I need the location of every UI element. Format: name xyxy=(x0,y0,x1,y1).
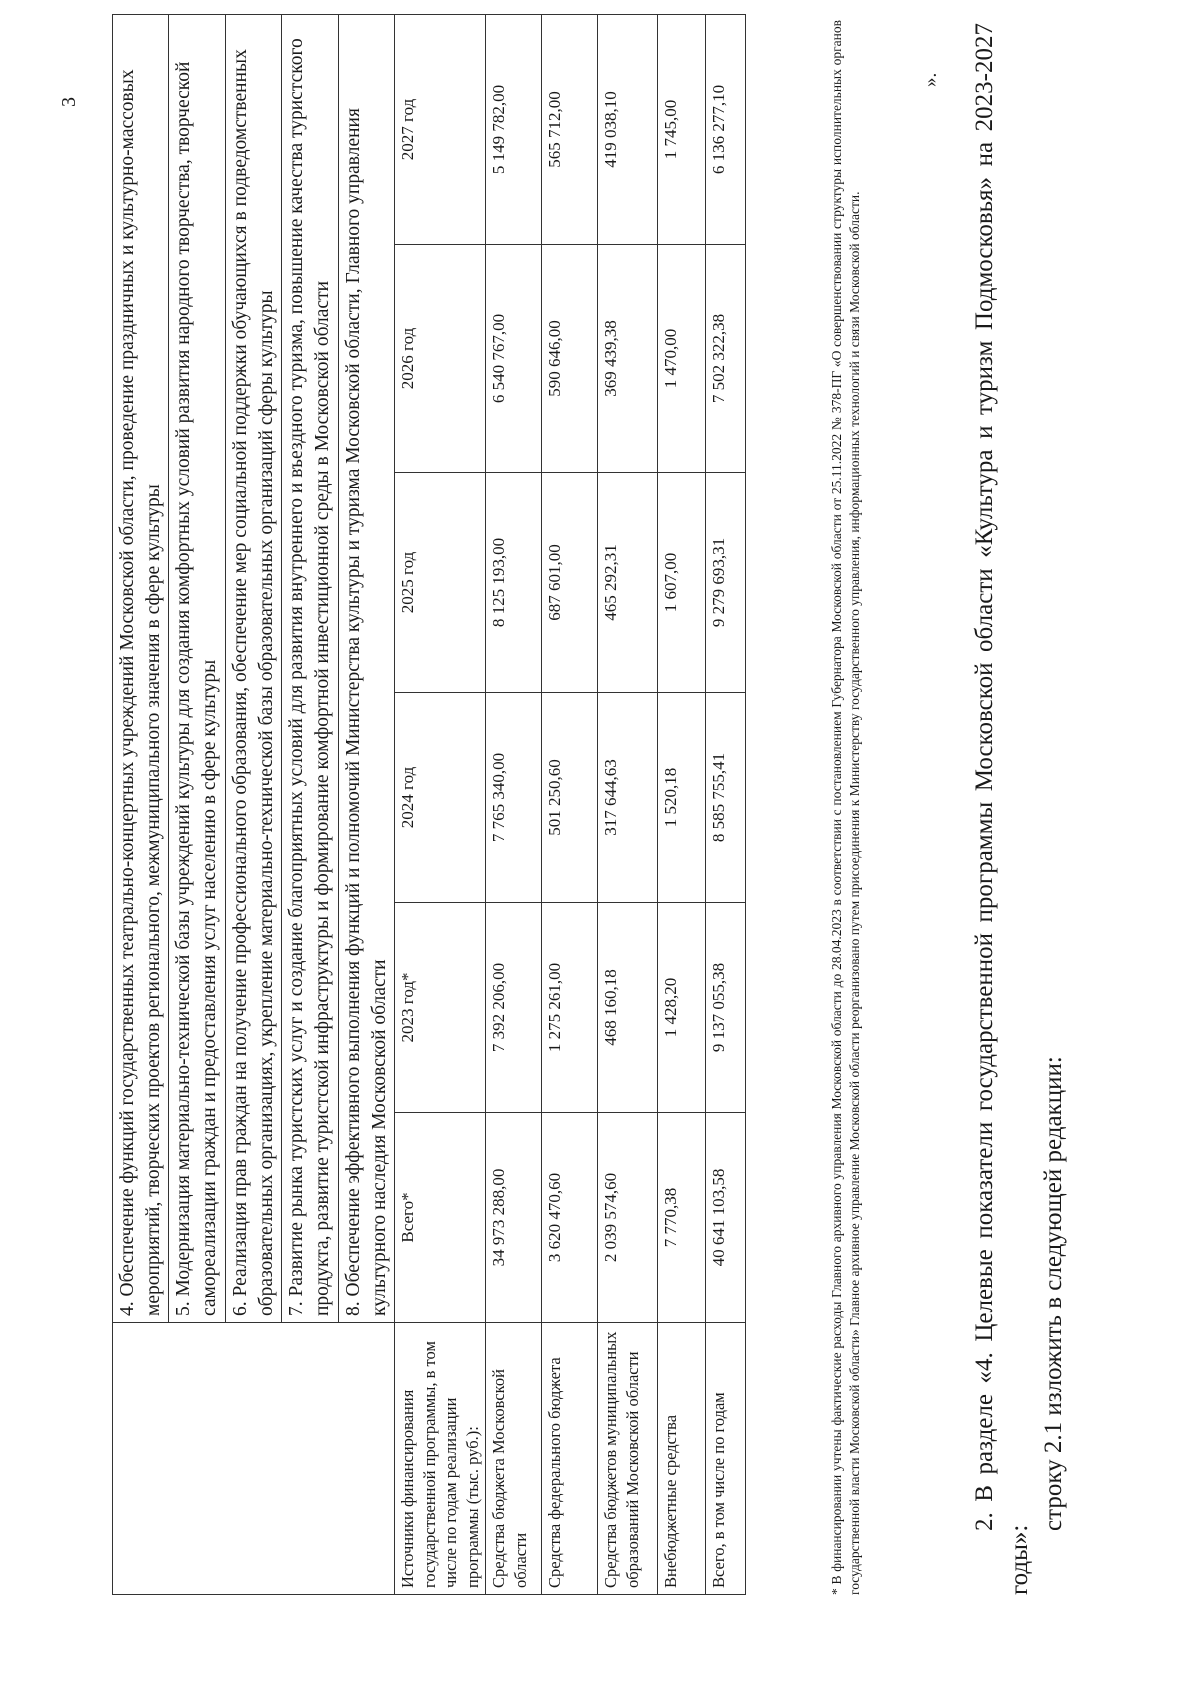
value-cell: 1 607,00 xyxy=(658,473,706,693)
value-cell: 2 039 574,60 xyxy=(598,1113,658,1323)
row-label: Средства федерального бюджета xyxy=(542,1323,598,1595)
section-2-text xyxy=(968,23,1072,1595)
value-cell: 9 137 055,38 xyxy=(706,903,746,1113)
value-cell: 468 160,18 xyxy=(598,903,658,1113)
value-cell: 6 136 277,10 xyxy=(706,14,746,244)
column-header-2024: 2024 год xyxy=(395,693,486,903)
task-4: 4. Обеспечение функций государственных театрально-концертных учреждений Московской области, проведение праздничных и культурно-массовых мероприятий, творческих проектов регионального, межмуниципального значения в сфере культуры xyxy=(113,14,169,1322)
value-cell: 3 620 470,60 xyxy=(542,1113,598,1323)
value-cell: 1 428,20 xyxy=(658,903,706,1113)
value-cell: 369 439,38 xyxy=(598,245,658,473)
column-header-total: Всего* xyxy=(395,1113,486,1323)
section-2-paragraph: 2. В разделе «4. Целевые показатели государственной программы Московской области «Культура и туризм Подмосковья» на 2023-2027 годы»: xyxy=(971,23,1033,1595)
section-2-instruction: строку 2.1 изложить в следующей редакции: xyxy=(1040,1056,1067,1531)
financing-row-regional-budget xyxy=(486,14,542,1594)
value-cell: 1 520,18 xyxy=(658,693,706,903)
value-cell: 5 149 782,00 xyxy=(486,14,542,244)
closing-quote: ». xyxy=(920,72,941,87)
value-cell: 7 765 340,00 xyxy=(486,693,542,903)
value-cell: 1 745,00 xyxy=(658,14,706,244)
value-cell: 687 601,00 xyxy=(542,473,598,693)
value-cell: 1 275 261,00 xyxy=(542,903,598,1113)
value-cell: 419 038,10 xyxy=(598,14,658,244)
value-cell: 7 770,38 xyxy=(658,1113,706,1323)
value-cell: 1 470,00 xyxy=(658,245,706,473)
column-header-2026: 2026 год xyxy=(395,245,486,473)
row-label: Средства бюджетов муниципальных образований Московской области xyxy=(598,1323,658,1595)
financing-row-federal-budget xyxy=(542,14,598,1594)
financing-row-municipal-budgets xyxy=(598,14,658,1594)
column-header-2025: 2025 год xyxy=(395,473,486,693)
value-cell: 7 392 206,00 xyxy=(486,903,542,1113)
value-cell: 565 712,00 xyxy=(542,14,598,244)
value-cell: 590 646,00 xyxy=(542,245,598,473)
value-cell: 9 279 693,31 xyxy=(706,473,746,693)
column-header-2023: 2023 год* xyxy=(395,903,486,1113)
empty-label-cell xyxy=(113,1323,395,1595)
task-7: 7. Развитие рынка туристских услуг и создание благоприятных условий для развития внутреннего и въездного туризма, повышение качества туристского продукта, развитие туристской инфраструктуры и формирование комфортной инвестиционной среды в Московской области xyxy=(282,14,338,1322)
task-row xyxy=(113,14,169,1594)
financing-row-extrabudgetary xyxy=(658,14,706,1594)
value-cell: 40 641 103,58 xyxy=(706,1113,746,1323)
value-cell: 6 540 767,00 xyxy=(486,245,542,473)
financing-row-total xyxy=(706,14,746,1594)
task-6: 6. Реализация прав граждан на получение профессионального образования, обеспечение мер социальной поддержки обучающихся в подведомственных образовательных организациях, укрепление материально-технической базы образовательных организаций сферы культуры xyxy=(225,14,281,1322)
row-label: Всего, в том числе по годам xyxy=(706,1323,746,1595)
task-8: 8. Обеспечение эффективного выполнения функций и полномочий Министерства культуры и туризма Московской области, Главного управления культурного наследия Московской области xyxy=(338,14,394,1322)
row-label: Внебюджетные средства xyxy=(658,1323,706,1595)
footnote: * В финансировании учтены фактические расходы Главного архивного управления Московской области до 28.04.2023 в соответствии с постановлением Губернатора Московской области от 25.11.2022 № 378-ПГ «О совершенствовании структуры исполнительных органов государственной власти Московской области» Главное архивное управление Московской области реорганизовано путем присоединения к Министерству государственного управления, информационных технологий и связи Московской области. xyxy=(829,20,863,1595)
row-label: Средства бюджета Московской области xyxy=(486,1323,542,1595)
financing-table xyxy=(112,14,746,1595)
value-cell: 317 644,63 xyxy=(598,693,658,903)
page-number: 3 xyxy=(58,97,80,107)
column-header-2027: 2027 год xyxy=(395,14,486,244)
value-cell: 8 125 193,00 xyxy=(486,473,542,693)
value-cell: 7 502 322,38 xyxy=(706,245,746,473)
value-cell: 8 585 755,41 xyxy=(706,693,746,903)
value-cell: 465 292,31 xyxy=(598,473,658,693)
value-cell: 34 973 288,00 xyxy=(486,1113,542,1323)
value-cell: 501 250,60 xyxy=(542,693,598,903)
financing-sources-label: Источники финансирования государственной программы, в том числе по годам реализации программы (тыс. руб.): xyxy=(395,1323,486,1595)
task-5: 5. Модернизация материально-технической базы учреждений культуры для создания комфортных условий развития народного творчества, творческой самореализации граждан и предоставления услуг населению в сфере культуры xyxy=(169,14,225,1322)
financing-header-row xyxy=(395,14,486,1594)
